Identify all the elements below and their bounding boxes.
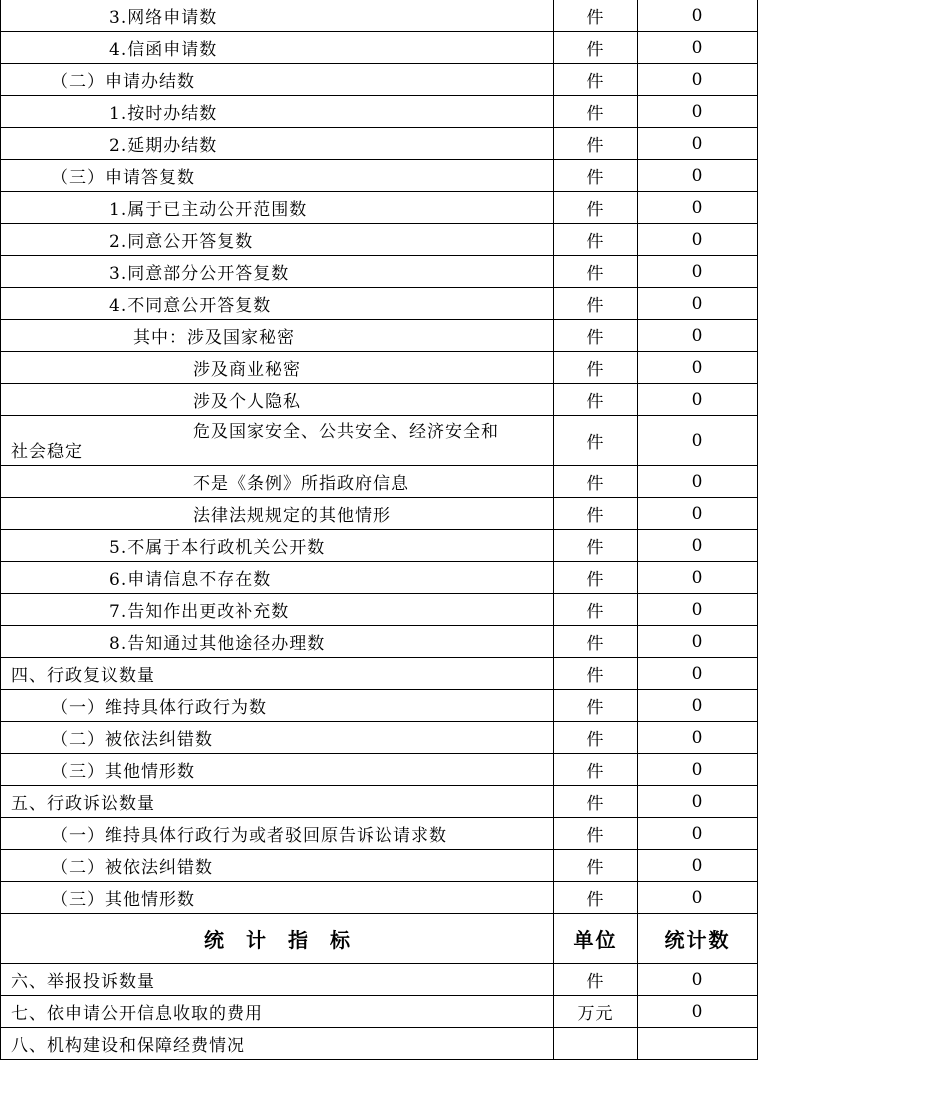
value-cell: 0 (638, 722, 758, 754)
unit-cell: 单位 (554, 914, 638, 964)
table-row (1, 32, 758, 64)
indicator-cell (1, 416, 554, 466)
table-row (1, 256, 758, 288)
value-cell: 0 (638, 64, 758, 96)
unit-cell: 件 (554, 754, 638, 786)
indicator-cell (1, 320, 554, 352)
table-row (1, 786, 758, 818)
indicator-label: （一）维持具体行政行为数 (51, 698, 267, 718)
unit-cell: 件 (554, 562, 638, 594)
indicator-label: 其中：涉及国家秘密 (133, 328, 295, 348)
table-row (1, 754, 758, 786)
value-cell: 0 (638, 288, 758, 320)
indicator-cell (1, 690, 554, 722)
unit-cell: 件 (554, 224, 638, 256)
value-cell: 0 (638, 384, 758, 416)
indicator-cell (1, 850, 554, 882)
table-row (1, 288, 758, 320)
unit-cell (554, 1028, 638, 1060)
value-cell: 0 (638, 562, 758, 594)
unit-cell: 件 (554, 320, 638, 352)
value-cell: 0 (638, 626, 758, 658)
unit-cell: 件 (554, 384, 638, 416)
value-cell: 0 (638, 818, 758, 850)
table-row (1, 192, 758, 224)
indicator-label: 3.同意部分公开答复数 (109, 264, 290, 284)
indicator-cell (1, 64, 554, 96)
unit-cell: 件 (554, 192, 638, 224)
table-row (1, 416, 758, 466)
indicator-label: 四、行政复议数量 (11, 666, 155, 686)
table-row (1, 996, 758, 1028)
unit-cell: 件 (554, 964, 638, 996)
indicator-cell (1, 996, 554, 1028)
value-cell: 0 (638, 160, 758, 192)
value-cell: 0 (638, 128, 758, 160)
indicator-cell (1, 256, 554, 288)
indicator-label: 1.属于已主动公开范围数 (109, 200, 308, 220)
value-cell: 0 (638, 352, 758, 384)
indicator-label: 五、行政诉讼数量 (11, 794, 155, 814)
value-cell: 0 (638, 0, 758, 32)
value-cell: 0 (638, 96, 758, 128)
indicator-label: 3.网络申请数 (109, 8, 218, 28)
indicator-cell (1, 626, 554, 658)
table-row (1, 384, 758, 416)
indicator-label: 法律法规规定的其他情形 (193, 506, 391, 526)
indicator-cell (1, 384, 554, 416)
indicator-cell (1, 160, 554, 192)
indicator-cell (1, 964, 554, 996)
indicator-label: 2.同意公开答复数 (109, 232, 254, 252)
indicator-cell (1, 352, 554, 384)
value-cell: 0 (638, 320, 758, 352)
value-cell: 0 (638, 594, 758, 626)
unit-cell: 件 (554, 786, 638, 818)
indicator-cell (1, 882, 554, 914)
table-row (1, 96, 758, 128)
value-cell: 0 (638, 32, 758, 64)
indicator-label: （一）维持具体行政行为或者驳回原告诉讼请求数 (51, 826, 447, 846)
indicator-label: 4.信函申请数 (109, 40, 218, 60)
unit-cell: 件 (554, 498, 638, 530)
value-cell: 0 (638, 690, 758, 722)
indicator-cell (1, 786, 554, 818)
indicator-cell (1, 288, 554, 320)
indicator-label: 2.延期办结数 (109, 136, 218, 156)
indicator-cell (1, 1028, 554, 1060)
indicator-label: 危及国家安全、公共安全、经济安全和 (193, 422, 499, 442)
value-cell: 0 (638, 996, 758, 1028)
value-cell: 统计数 (638, 914, 758, 964)
table-row (1, 818, 758, 850)
value-cell: 0 (638, 224, 758, 256)
indicator-cell (1, 754, 554, 786)
indicator-label: 4.不同意公开答复数 (109, 296, 272, 316)
value-cell: 0 (638, 850, 758, 882)
indicator-label: 涉及商业秘密 (193, 360, 301, 380)
value-cell: 0 (638, 466, 758, 498)
table-row (1, 964, 758, 996)
indicator-label: 不是《条例》所指政府信息 (193, 474, 409, 494)
table-row (1, 352, 758, 384)
table-row (1, 658, 758, 690)
table-row (1, 320, 758, 352)
indicator-label: 1.按时办结数 (109, 104, 218, 124)
table-row (1, 594, 758, 626)
unit-cell: 件 (554, 594, 638, 626)
table-row (1, 64, 758, 96)
value-cell: 0 (638, 964, 758, 996)
indicator-label: （三）其他情形数 (51, 762, 195, 782)
table-header-row (1, 914, 758, 964)
indicator-cell (1, 128, 554, 160)
table-row (1, 1028, 758, 1060)
indicator-cell (1, 466, 554, 498)
indicator-label: 6.申请信息不存在数 (109, 570, 272, 590)
indicator-cell (1, 192, 554, 224)
unit-cell: 件 (554, 818, 638, 850)
table-row (1, 0, 758, 32)
value-cell: 0 (638, 882, 758, 914)
value-cell: 0 (638, 416, 758, 466)
table-row (1, 160, 758, 192)
table-row (1, 850, 758, 882)
indicator-cell (1, 594, 554, 626)
value-cell: 0 (638, 192, 758, 224)
indicator-label: 5.不属于本行政机关公开数 (109, 538, 326, 558)
table-row (1, 562, 758, 594)
value-cell: 0 (638, 530, 758, 562)
unit-cell: 件 (554, 160, 638, 192)
unit-cell: 件 (554, 690, 638, 722)
indicator-label: 七、依申请公开信息收取的费用 (11, 1004, 263, 1024)
indicator-label: （二）被依法纠错数 (51, 858, 213, 878)
table-row (1, 224, 758, 256)
indicator-cell (1, 722, 554, 754)
unit-cell: 件 (554, 530, 638, 562)
table-row (1, 690, 758, 722)
table-row (1, 626, 758, 658)
value-cell: 0 (638, 754, 758, 786)
value-cell: 0 (638, 256, 758, 288)
unit-cell: 件 (554, 32, 638, 64)
unit-cell: 件 (554, 626, 638, 658)
value-cell: 0 (638, 498, 758, 530)
unit-cell: 件 (554, 256, 638, 288)
unit-cell: 件 (554, 850, 638, 882)
indicator-label: 统计指标 (204, 928, 372, 952)
indicator-label: 涉及个人隐私 (193, 392, 301, 412)
value-cell: 0 (638, 786, 758, 818)
unit-cell: 件 (554, 64, 638, 96)
statistics-table-body (1, 0, 758, 1060)
value-cell: 0 (638, 658, 758, 690)
indicator-label: （三）其他情形数 (51, 890, 195, 910)
indicator-cell (1, 0, 554, 32)
unit-cell: 件 (554, 466, 638, 498)
indicator-cell (1, 32, 554, 64)
unit-cell: 件 (554, 96, 638, 128)
indicator-cell (1, 658, 554, 690)
indicator-cell (1, 818, 554, 850)
indicator-cell (1, 224, 554, 256)
table-row (1, 128, 758, 160)
unit-cell: 件 (554, 352, 638, 384)
unit-cell: 件 (554, 882, 638, 914)
indicator-cell (1, 914, 554, 964)
indicator-cell (1, 530, 554, 562)
indicator-label: 8.告知通过其他途径办理数 (109, 634, 326, 654)
indicator-cell (1, 562, 554, 594)
unit-cell: 件 (554, 416, 638, 466)
table-row (1, 722, 758, 754)
indicator-cell (1, 96, 554, 128)
unit-cell: 件 (554, 288, 638, 320)
indicator-label: 7.告知作出更改补充数 (109, 602, 290, 622)
unit-cell: 件 (554, 658, 638, 690)
table-row (1, 530, 758, 562)
unit-cell: 件 (554, 0, 638, 32)
indicator-label-continuation: 社会稳定 (11, 442, 83, 462)
indicator-label: 六、举报投诉数量 (11, 972, 155, 992)
unit-cell: 万元 (554, 996, 638, 1028)
indicator-cell (1, 498, 554, 530)
unit-cell: 件 (554, 128, 638, 160)
indicator-label: （二）被依法纠错数 (51, 730, 213, 750)
table-row (1, 466, 758, 498)
table-row (1, 882, 758, 914)
table-row (1, 498, 758, 530)
indicator-label: （二）申请办结数 (51, 72, 195, 92)
indicator-label: 八、机构建设和保障经费情况 (11, 1036, 245, 1056)
indicator-label: （三）申请答复数 (51, 168, 195, 188)
unit-cell: 件 (554, 722, 638, 754)
value-cell (638, 1028, 758, 1060)
